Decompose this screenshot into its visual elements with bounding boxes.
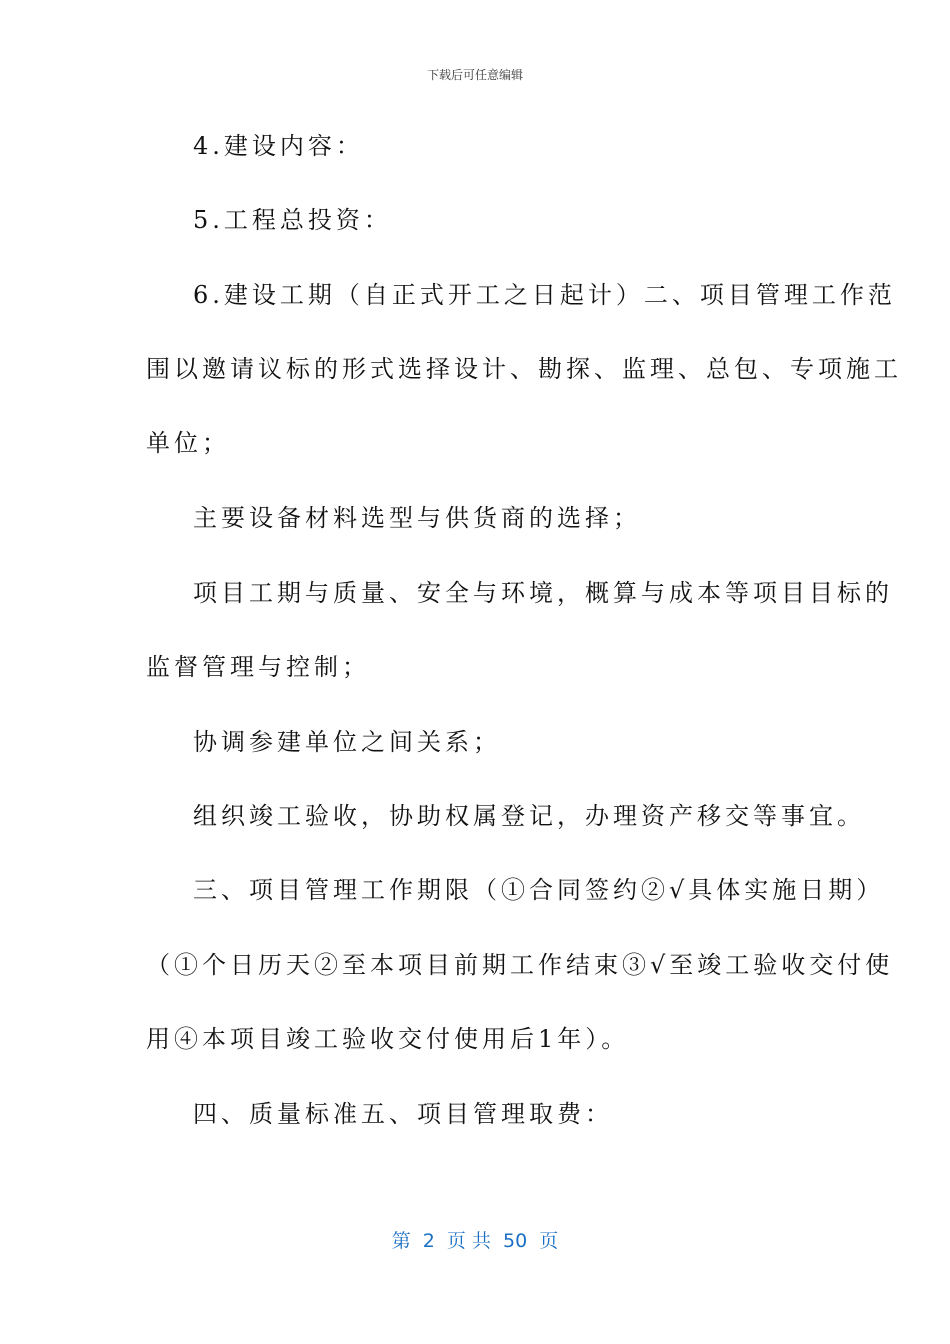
paragraph-line: 组织竣工验收，协助权属登记，办理资产移交等事宜。 <box>193 802 865 830</box>
paragraph-line: 用④本项目竣工验收交付使用后1年）。 <box>146 1025 630 1053</box>
paragraph-line: 5.工程总投资： <box>193 206 392 234</box>
paragraph-line: （①个日历天②至本项目前期工作结束③√至竣工验收交付使 <box>146 951 894 979</box>
paragraph-line: 三、项目管理工作期限（①合同签约②√具体实施日期） <box>193 876 885 904</box>
paragraph-line: 单位； <box>146 429 230 457</box>
paragraph-line: 4.建设内容： <box>193 132 364 160</box>
paragraph-line: 围以邀请议标的形式选择设计、勘探、监理、总包、专项施工 <box>146 355 902 383</box>
page-footer: 第 2 页 共 50 页 <box>391 1230 559 1252</box>
paragraph-line: 协调参建单位之间关系； <box>193 728 501 756</box>
page-header: 下载后可任意编辑 <box>426 68 523 82</box>
paragraph-line: 监督管理与控制； <box>146 653 370 681</box>
paragraph-line: 四、质量标准五、项目管理取费： <box>193 1100 613 1128</box>
paragraph-line: 6.建设工期（自正式开工之日起计）二、项目管理工作范 <box>193 281 896 309</box>
paragraph-line: 项目工期与质量、安全与环境，概算与成本等项目目标的 <box>193 579 893 607</box>
paragraph-line: 主要设备材料选型与供货商的选择； <box>193 504 641 532</box>
